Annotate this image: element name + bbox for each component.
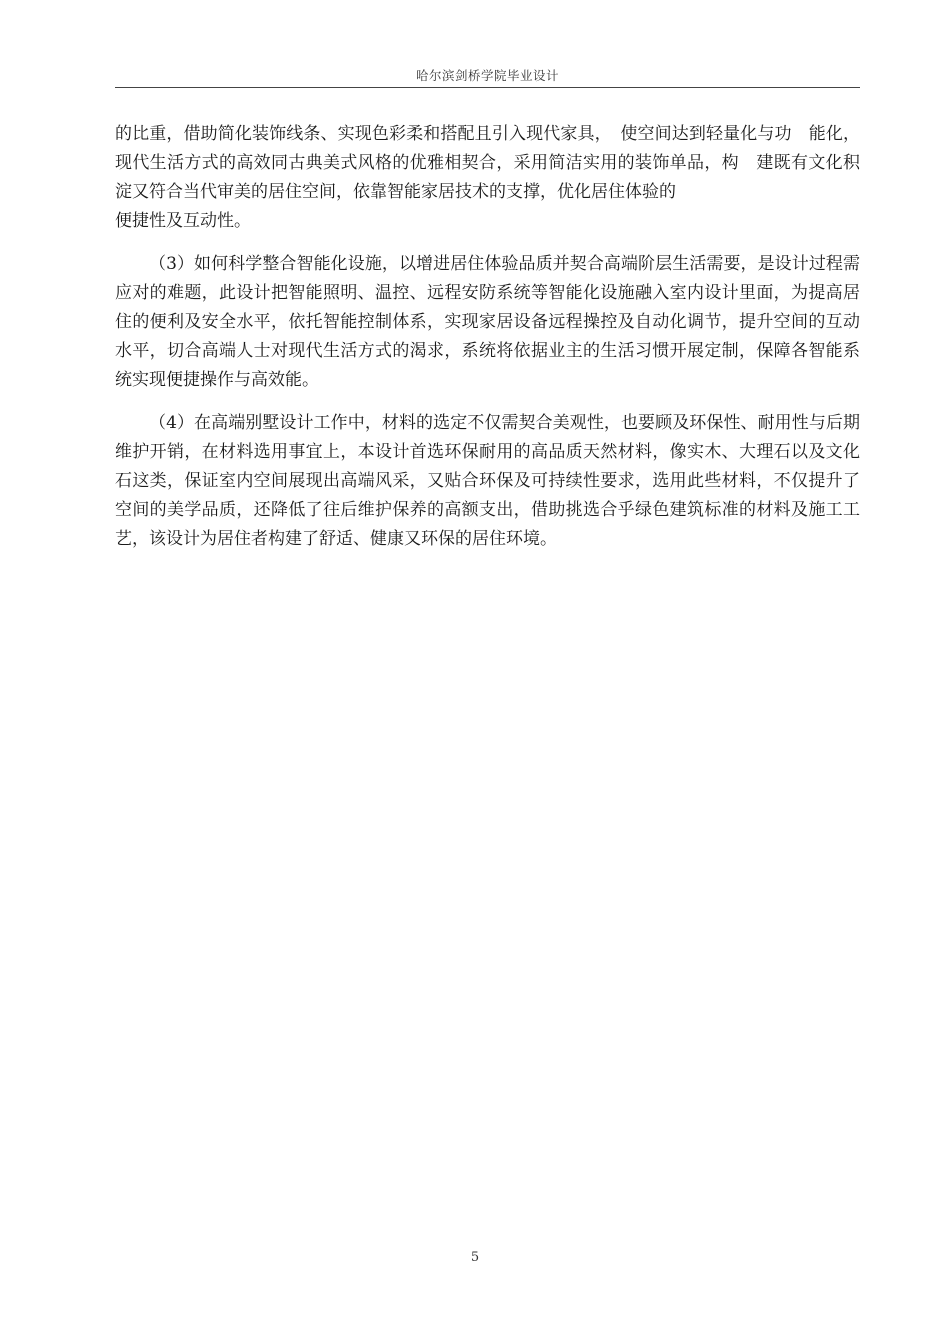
header-divider	[115, 87, 860, 88]
body-text	[115, 120, 860, 568]
paragraph-item-3: （3）如何科学整合智能化设施，以增进居住体验品质并契合高端阶层生活需要，是设计过程需应对的难题，此设计把智能照明、温控、远程安防系统等智能化设施融入室内设计里面，为提高居住的便利及安全水平，依托智能控制体系，实现家居设备远程操控及自动化调节，提升空间的互动水平，切合高端人士对现代生活方式的渴求，系统将依据业主的生活习惯开展定制，保障各智能系统实现便捷操作与高效能。	[115, 254, 860, 390]
page-header-title: 哈尔滨剑桥学院毕业设计	[415, 68, 559, 83]
paragraph-continuation-tail: 便捷性及互动性。	[115, 211, 251, 231]
paragraph-continuation: 的比重，借助简化装饰线条、实现色彩柔和搭配且引入现代家具， 使空间达到轻量化与功 能化，现代生活方式的高效同古典美式风格的优雅相契合，采用简洁实用的装饰单品，构 建既有文化积淀又符合当代审美的居住空间，依靠智能家居技术的支撑，优化居住体验的	[115, 124, 860, 202]
page-number: 5	[470, 1250, 480, 1265]
paragraph-item-4: （4）在高端别墅设计工作中，材料的选定不仅需契合美观性，也要顾及环保性、耐用性与后期维护开销，在材料选用事宜上，本设计首选环保耐用的高品质天然材料，像实木、大理石以及文化石这类，保证室内空间展现出高端风采，又贴合环保及可持续性要求，选用此些材料，不仅提升了空间的美学品质，还降低了往后维护保养的高额支出，借助挑选合乎绿色建筑标准的材料及施工工艺，该设计为居住者构建了舒适、健康又环保的居住环境。	[115, 413, 860, 549]
